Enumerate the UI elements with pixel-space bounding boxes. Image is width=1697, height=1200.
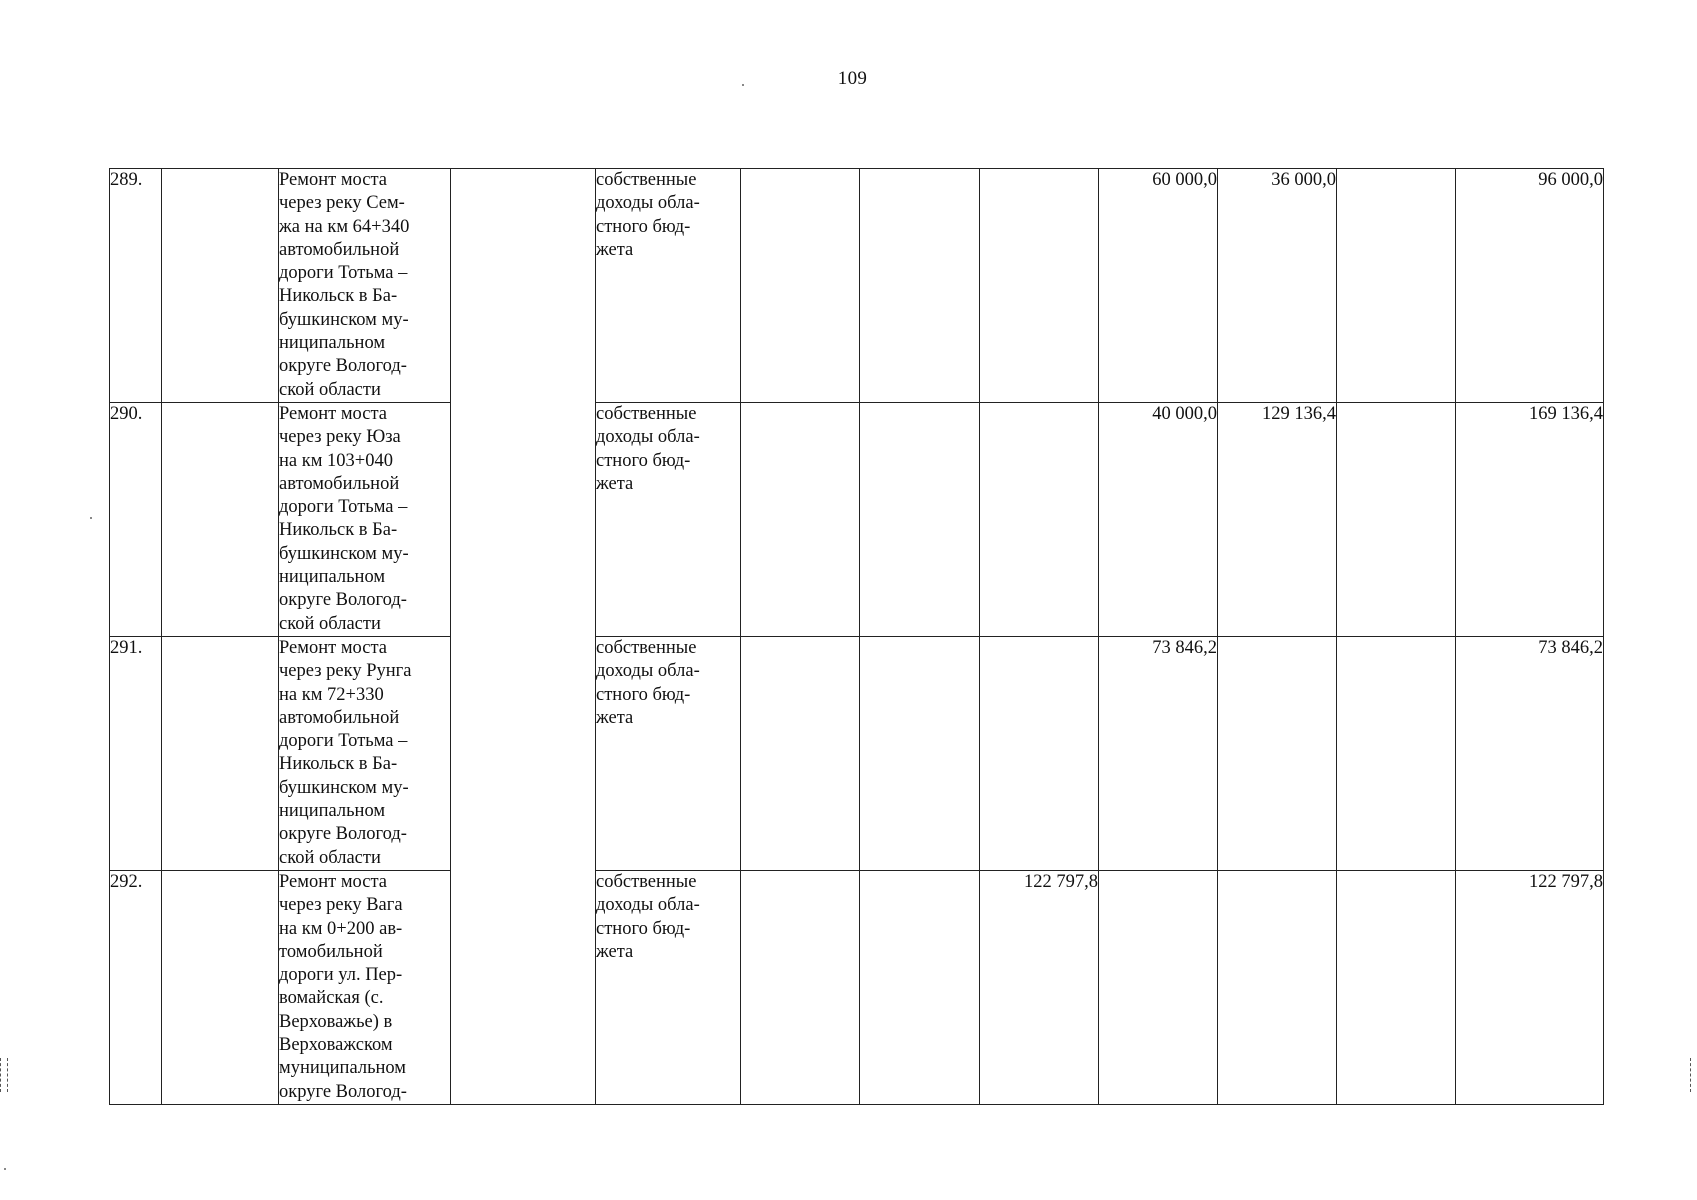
value-cell bbox=[980, 169, 1099, 403]
funding-source-cell bbox=[596, 402, 741, 636]
value-cell bbox=[1337, 636, 1456, 870]
object-name-cell bbox=[279, 169, 451, 403]
empty-cell bbox=[162, 636, 279, 870]
value-cell bbox=[860, 636, 980, 870]
value-cell bbox=[741, 402, 860, 636]
empty-cell bbox=[162, 169, 279, 403]
value-cell bbox=[741, 169, 860, 403]
funding-source-cell bbox=[596, 636, 741, 870]
funding-source-cell bbox=[596, 870, 741, 1104]
value-cell: 36 000,0 bbox=[1218, 169, 1337, 403]
row-number: 289. bbox=[110, 169, 162, 403]
object-name: Ремонт моста через реку Юза на км 103+040 автомобильной дороги Тотьма – Никольск в Ба- бушкинском му- ниципальном округе Вологод- ской области bbox=[279, 403, 409, 634]
left-binding-mark bbox=[0, 1058, 8, 1092]
table-row bbox=[110, 402, 1604, 636]
empty-cell bbox=[162, 402, 279, 636]
total-cell: 122 797,8 bbox=[1456, 870, 1604, 1104]
funding-source: собственные доходы обла- стного бюд- жета bbox=[596, 637, 700, 728]
total-cell: 96 000,0 bbox=[1456, 169, 1604, 403]
value-cell bbox=[1218, 636, 1337, 870]
value-cell bbox=[1218, 870, 1337, 1104]
total-cell: 73 846,2 bbox=[1456, 636, 1604, 870]
object-name: Ремонт моста через реку Вага на км 0+200 ав- томобильной дороги ул. Пер- вомайская (с. Верховажье) в Верховажском муниципальном округе Вологод- bbox=[279, 871, 407, 1102]
row-number: 291. bbox=[110, 636, 162, 870]
scan-dot bbox=[742, 84, 744, 86]
object-name-cell bbox=[279, 870, 451, 1104]
scan-dot bbox=[4, 1168, 6, 1170]
value-cell bbox=[1337, 169, 1456, 403]
funding-source-cell bbox=[596, 169, 741, 403]
value-cell bbox=[860, 402, 980, 636]
right-binding-mark bbox=[1690, 1058, 1697, 1092]
object-name: Ремонт моста через реку Сем- жа на км 64+340 автомобильной дороги Тотьма – Никольск в Ба- бушкинском му- ниципальном округе Вологод- ской области bbox=[279, 170, 410, 400]
value-cell bbox=[1337, 402, 1456, 636]
value-cell bbox=[980, 636, 1099, 870]
empty-cell bbox=[162, 870, 279, 1104]
value-cell bbox=[980, 402, 1099, 636]
value-cell: 129 136,4 bbox=[1218, 402, 1337, 636]
value-cell bbox=[1337, 870, 1456, 1104]
value-cell: 60 000,0 bbox=[1099, 169, 1218, 403]
object-name: Ремонт моста через реку Рунга на км 72+330 автомобильной дороги Тотьма – Никольск в Ба- бушкинском му- ниципальном округе Вологод- ской области bbox=[279, 637, 412, 868]
value-cell bbox=[741, 870, 860, 1104]
row-number: 292. bbox=[110, 870, 162, 1104]
object-name-cell bbox=[279, 636, 451, 870]
funding-source: собственные доходы обла- стного бюд- жета bbox=[596, 871, 700, 962]
object-name-cell bbox=[279, 402, 451, 636]
table-row bbox=[110, 636, 1604, 870]
value-cell bbox=[860, 870, 980, 1104]
merged-empty-cell bbox=[451, 169, 596, 1105]
value-cell: 73 846,2 bbox=[1099, 636, 1218, 870]
budget-table bbox=[109, 168, 1604, 1105]
table-row bbox=[110, 870, 1604, 1104]
page-number: 109 bbox=[837, 68, 868, 89]
row-number: 290. bbox=[110, 402, 162, 636]
value-cell bbox=[1099, 870, 1218, 1104]
total-cell: 169 136,4 bbox=[1456, 402, 1604, 636]
scan-dot bbox=[90, 517, 92, 519]
value-cell bbox=[860, 169, 980, 403]
funding-source: собственные доходы обла- стного бюд- жета bbox=[596, 170, 700, 260]
funding-source: собственные доходы обла- стного бюд- жета bbox=[596, 403, 700, 494]
table-row bbox=[110, 169, 1604, 403]
value-cell: 122 797,8 bbox=[980, 870, 1099, 1104]
value-cell: 40 000,0 bbox=[1099, 402, 1218, 636]
value-cell bbox=[741, 636, 860, 870]
